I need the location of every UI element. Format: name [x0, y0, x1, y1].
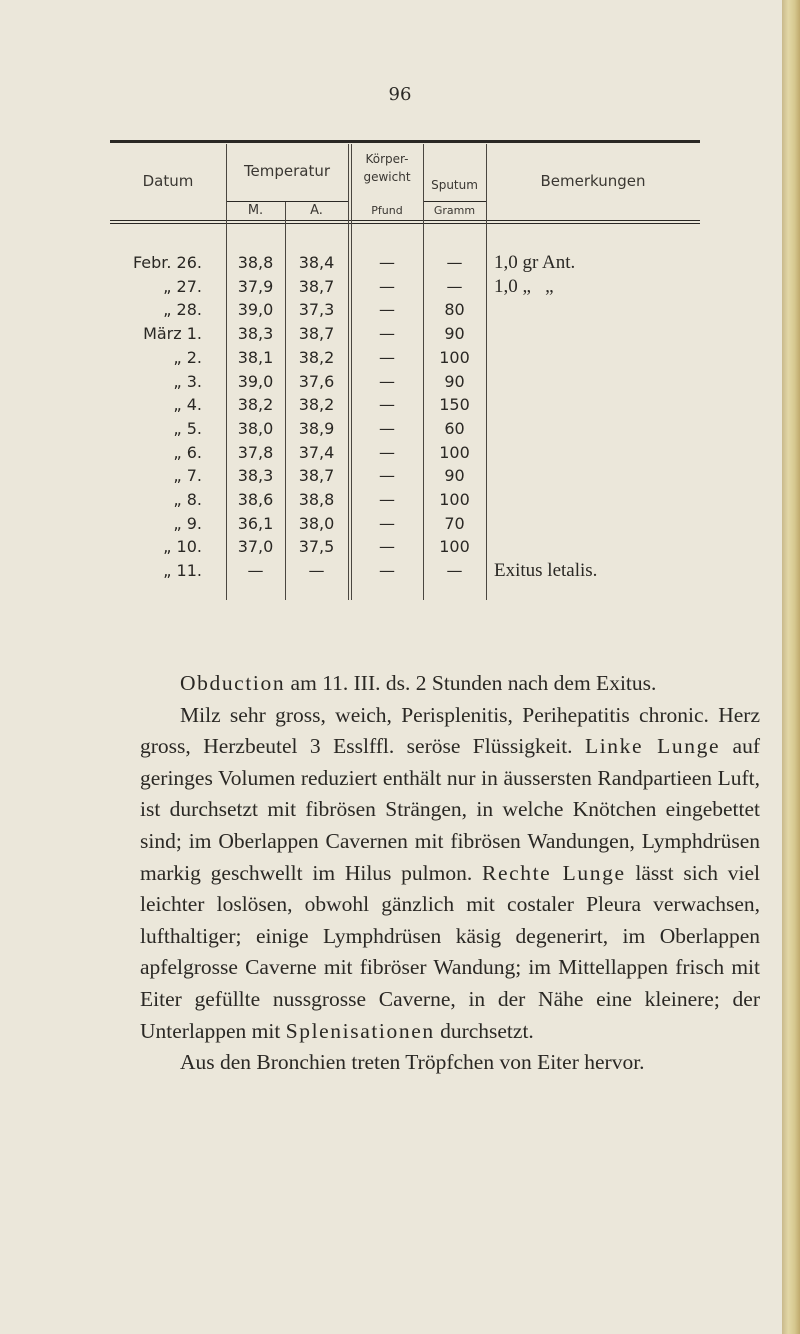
cell-sputum: 100: [439, 537, 470, 557]
cell-koerpergewicht: —: [379, 490, 395, 509]
paragraph: [140, 668, 760, 700]
header-koerpergewicht: Körper- gewicht: [363, 152, 411, 184]
spaced-term: Linke Lunge: [585, 734, 721, 759]
cell-koerpergewicht: —: [379, 300, 395, 320]
cell-temp-evening: 38,7: [298, 276, 335, 296]
cell-koerpergewicht: —: [379, 395, 395, 415]
cell-temp-morning: —: [247, 561, 264, 581]
spaced-term: Rechte Lunge: [482, 860, 626, 885]
cell-datum: „ 4.: [173, 395, 202, 415]
cell-sputum: —: [446, 253, 463, 272]
cell-bemerkungen: 1,0 gr Ant.: [494, 252, 576, 273]
cell-temp-morning: 38,1: [237, 347, 274, 367]
cell-koerpergewicht: —: [379, 561, 395, 581]
patient-record-table: [110, 140, 700, 600]
table-top-rule-fine: [110, 141, 700, 142]
temperatur-subrule: [226, 201, 348, 202]
cell-sputum: 100: [439, 347, 470, 367]
cell-temp-evening: 38,0: [298, 513, 335, 533]
cell-temp-evening: 37,5: [298, 537, 335, 557]
cell-datum: „ 9.: [173, 513, 202, 533]
cell-bemerkungen: [494, 489, 700, 511]
cell-sputum: 90: [444, 466, 465, 486]
cell-datum: „ 3.: [173, 371, 202, 391]
cell-datum: „ 10.: [163, 537, 202, 557]
cell-temp-morning: 39,0: [237, 371, 274, 391]
sputum-subrule: [423, 201, 486, 202]
cell-datum: „ 27.: [163, 276, 202, 296]
cell-temp-evening: 37,3: [298, 300, 335, 320]
header-bottom-rule-2: [110, 223, 700, 224]
cell-temp-morning: 37,9: [237, 276, 274, 296]
cell-temp-morning: 38,0: [237, 418, 274, 438]
text-run: auf geringes Volumen reduziert enthält nur in äussersten Randpartieen Luft, ist durchsetzt mit fibrösen Strängen, in welche Knötchen eingebettet sind; im Oberlappen Cavernen mit fibrösen Wandungen, Lymphdrüsen markig geschwellt im Hilus pulmon.: [140, 734, 760, 885]
cell-bemerkungen: [494, 418, 700, 440]
cell-temp-evening: 38,7: [298, 466, 335, 486]
cell-bemerkungen: [494, 323, 700, 345]
obduction-report: [140, 668, 760, 1079]
spaced-heading: Obduction: [180, 671, 286, 695]
cell-temp-evening: 38,7: [298, 324, 335, 344]
cell-koerpergewicht: —: [379, 347, 395, 367]
cell-sputum: 70: [444, 513, 465, 533]
header-datum: Datum: [142, 172, 194, 190]
page-edge: [782, 0, 800, 1334]
cell-datum: März 1.: [143, 324, 202, 344]
cell-bemerkungen: [494, 371, 700, 393]
cell-temp-evening: 38,2: [298, 347, 335, 367]
cell-sputum: 80: [444, 300, 465, 320]
cell-koerpergewicht: —: [379, 513, 395, 533]
cell-bemerkungen: [494, 394, 700, 416]
cell-koerpergewicht: —: [379, 324, 395, 344]
cell-koerpergewicht: —: [379, 537, 395, 557]
cell-koerpergewicht: —: [379, 442, 395, 462]
cell-temp-morning: 38,6: [237, 490, 274, 509]
text-run: am 11. III. ds. 2 Stunden nach dem Exitus.: [285, 671, 657, 695]
cell-sputum: 100: [439, 442, 470, 462]
header-pfund: Pfund: [371, 204, 403, 217]
cell-temp-morning: 37,0: [237, 537, 274, 557]
cell-bemerkungen: [494, 465, 700, 487]
cell-koerpergewicht: —: [379, 418, 395, 438]
page-number: 96: [388, 84, 412, 105]
cell-sputum: 90: [444, 371, 465, 391]
cell-temp-morning: 39,0: [237, 300, 274, 320]
column-divider: [486, 144, 487, 600]
cell-temp-morning: 38,2: [237, 395, 274, 415]
cell-bemerkungen: 1,0 „ „: [494, 275, 554, 297]
cell-datum: Febr. 26.: [132, 253, 202, 272]
cell-datum: „ 8.: [173, 490, 202, 509]
header-evening: A.: [310, 203, 323, 218]
cell-temp-evening: —: [308, 561, 325, 581]
header-temperatur: Temperatur: [243, 162, 331, 180]
cell-bemerkungen: Exitus letalis.: [494, 560, 598, 582]
cell-sputum: 100: [439, 490, 470, 509]
cell-bemerkungen: [494, 299, 700, 321]
cell-temp-evening: 38,8: [298, 490, 335, 509]
cell-koerpergewicht: —: [379, 466, 395, 486]
cell-bemerkungen: [494, 536, 700, 558]
text-run: durchsetzt.: [434, 1018, 534, 1043]
text-run: lässt sich viel leichter loslösen, obwohl gänzlich mit costaler Pleura verwachsen, lufthaltiger; einige Lymphdrüsen käsig degenerirt, im Oberlappen apfelgrosse Caverne mit fibröser Wandung; im Mittellappen frisch mit Eiter gefüllte nussgrosse Caverne, in der Nähe eine kleinere; der Unterlappen mit: [140, 860, 760, 1043]
header-gramm: Gramm: [433, 204, 476, 217]
spaced-term: Splenisationen: [285, 1018, 435, 1043]
cell-sputum: 90: [444, 324, 465, 344]
cell-sputum: —: [446, 276, 463, 296]
cell-temp-evening: 38,4: [298, 253, 335, 272]
cell-temp-evening: 37,6: [298, 371, 335, 391]
column-divider: [348, 144, 349, 600]
cell-bemerkungen: [494, 347, 700, 369]
cell-temp-morning: 38,3: [237, 466, 274, 486]
header-bottom-rule: [110, 220, 700, 221]
cell-bemerkungen: [494, 442, 700, 464]
text-run: Milz sehr gross, weich, Perisplenitis, Perihepatitis chronic. Herz gross, Herzbeutel 3 Esslffl. seröse Flüssigkeit.: [140, 702, 760, 759]
cell-datum: „ 11.: [163, 561, 202, 581]
cell-temp-morning: 36,1: [237, 513, 274, 533]
header-morning: M.: [247, 203, 264, 218]
cell-bemerkungen: [494, 513, 700, 535]
paragraph: Aus den Bronchien treten Tröpfchen von Eiter hervor.: [180, 1050, 645, 1075]
paragraph: [140, 700, 760, 1048]
cell-koerpergewicht: —: [379, 253, 395, 272]
cell-datum: „ 2.: [173, 347, 202, 367]
cell-sputum: 150: [439, 395, 470, 415]
cell-koerpergewicht: —: [379, 276, 395, 296]
cell-temp-evening: 38,9: [298, 418, 335, 438]
header-sputum: Sputum: [431, 178, 478, 192]
cell-temp-evening: 38,2: [298, 395, 335, 415]
cell-sputum: 60: [444, 418, 465, 438]
cell-datum: „ 28.: [163, 300, 202, 320]
cell-temp-morning: 38,3: [237, 324, 274, 344]
cell-sputum: —: [446, 561, 463, 581]
cell-datum: „ 5.: [173, 418, 202, 438]
cell-datum: „ 6.: [173, 442, 202, 462]
cell-temp-morning: 37,8: [237, 442, 274, 462]
cell-temp-evening: 37,4: [298, 442, 335, 462]
cell-temp-morning: 38,8: [237, 253, 274, 272]
cell-koerpergewicht: —: [379, 371, 395, 391]
header-bemerkungen: Bemerkungen: [540, 172, 646, 190]
cell-datum: „ 7.: [173, 466, 202, 486]
